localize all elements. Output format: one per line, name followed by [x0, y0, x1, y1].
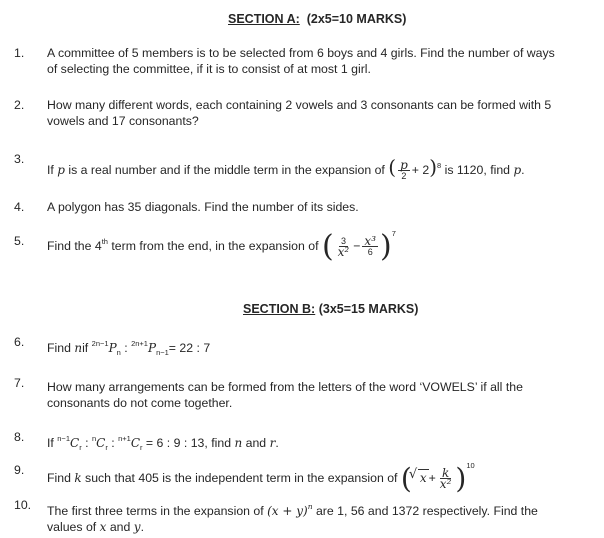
square-root: √ x [418, 469, 429, 486]
minus-sign: − [353, 239, 361, 253]
question-2 [47, 97, 600, 129]
perm-symbol: P [108, 341, 117, 355]
question-number: 2. [14, 98, 25, 112]
question-10-line1 [47, 499, 600, 519]
question-6 [47, 336, 600, 361]
fraction [362, 236, 378, 257]
plus-two: + 2 [411, 163, 430, 177]
colon: : [124, 341, 128, 355]
question-7 [47, 379, 600, 411]
close-paren: ) [380, 228, 392, 264]
frac-top: k [441, 466, 450, 481]
q3-text: is 1120, find [444, 163, 511, 177]
var-n: n [74, 341, 83, 355]
q6-text: if [82, 341, 89, 355]
q10-text: values of [47, 520, 97, 534]
question-7-line1: How many arrangements can be formed from the letters of the word ‘VOWELS’ if all the [47, 380, 523, 394]
q3-text: If [47, 163, 54, 177]
var-x: x [99, 520, 107, 534]
question-number: 5. [14, 234, 25, 248]
superscript: 2n−1 [91, 339, 109, 348]
var-r: r [269, 436, 276, 450]
period: . [275, 436, 279, 450]
colon: : [111, 436, 115, 450]
section-b-prefix: SECTION B: [243, 302, 316, 316]
question-10-line2 [47, 519, 600, 535]
q9-text: Find [47, 471, 71, 485]
question-2-line2: vowels and 17 consonants? [47, 114, 199, 128]
superscript: n−1 [57, 434, 70, 443]
section-a-heading [228, 12, 406, 26]
period: . [521, 163, 525, 177]
question-1-line2: of selecting the committee, if it is to consist of at most 1 girl. [47, 62, 371, 76]
subscript: n [116, 348, 121, 357]
section-b-heading [243, 302, 418, 316]
fraction [438, 466, 454, 492]
var-n: n [234, 436, 243, 450]
question-1 [47, 45, 600, 77]
subscript: r [140, 443, 143, 452]
question-number: 4. [14, 200, 25, 214]
section-a-marks: (2x5=10 MARKS) [306, 12, 407, 26]
question-1-line1: A committee of 5 members is to be selected from 6 boys and 4 girls. Find the number of ways [47, 46, 555, 60]
plus-sign: + [428, 471, 436, 485]
superscript: n [91, 434, 97, 443]
comb-symbol: C [130, 436, 140, 450]
question-8 [47, 431, 600, 456]
fraction [336, 236, 352, 260]
question-number: 7. [14, 376, 25, 390]
q8-text: and [245, 436, 267, 450]
comb-symbol: C [70, 436, 80, 450]
q6-text: Find [47, 341, 71, 355]
q5-text: term from the end, in the expansion of [111, 239, 319, 253]
q5-text: Find the 4 [47, 239, 102, 253]
colon: : [85, 436, 89, 450]
q10-text: are 1, 56 and 1372 respectively. Find the [315, 504, 538, 518]
q8-equation: = 6 : 9 : 13, find [145, 436, 232, 450]
frac-bottom: 6 [367, 247, 373, 258]
superscript: th [101, 237, 108, 246]
perm-symbol: P [147, 341, 157, 355]
superscript: 2n+1 [131, 339, 148, 348]
frac-top: x³ [364, 234, 376, 249]
question-7-line2: consonants do not come together. [47, 396, 233, 410]
exponent: 8 [437, 161, 442, 170]
question-number: 1. [14, 46, 25, 60]
q6-equation: = 22 : 7 [168, 341, 211, 355]
period: . [140, 520, 144, 534]
open-paren: ( [321, 228, 334, 264]
question-4: A polygon has 35 diagonals. Find the number of its sides. [47, 200, 359, 214]
frac-bottom: x² [439, 477, 452, 492]
open-paren: ( [400, 461, 412, 495]
question-number: 10. [14, 498, 32, 512]
comb-symbol: C [96, 436, 106, 450]
superscript: n+1 [118, 434, 131, 443]
var-y: y [133, 520, 141, 534]
var-p: p [513, 163, 522, 177]
var-p: p [57, 163, 65, 177]
question-5 [47, 226, 600, 264]
question-10 [47, 499, 600, 535]
question-number: 6. [14, 335, 25, 349]
question-2-line1: How many different words, each containing 2 vowels and 3 consonants can be formed with 5 [47, 98, 552, 112]
q3-text: is a real number and if the middle term in the expansion of [68, 163, 385, 177]
q10-text: and [109, 520, 131, 534]
q8-text: If [47, 436, 54, 450]
question-3 [47, 155, 600, 182]
frac-bottom: x² [337, 245, 350, 260]
subscript: r [79, 443, 82, 452]
question-9 [47, 458, 600, 495]
open-paren: ( [388, 155, 397, 179]
section-a-prefix: SECTION A: [228, 12, 300, 26]
exponent: 10 [466, 461, 475, 470]
frac-top: 3 [340, 236, 346, 247]
question-number: 8. [14, 430, 25, 444]
subscript: r [105, 443, 108, 452]
frac-bottom: 2 [401, 171, 407, 182]
close-paren: ) [455, 461, 467, 495]
binomial-expression: (x + y) [267, 504, 308, 518]
subscript: n−1 [156, 348, 169, 357]
question-number: 9. [14, 463, 25, 477]
q10-text: The first three terms in the expansion of [47, 504, 264, 518]
section-b-marks: (3x5=15 MARKS) [318, 302, 419, 316]
var-k: k [74, 471, 82, 485]
exponent: 7 [391, 229, 396, 238]
question-number: 3. [14, 152, 25, 166]
q9-text: such that 405 is the independent term in the expansion of [85, 471, 398, 485]
exponent: n [307, 502, 313, 511]
frac-top: p [400, 158, 408, 173]
fraction [398, 160, 410, 181]
close-paren: ) [429, 155, 438, 179]
